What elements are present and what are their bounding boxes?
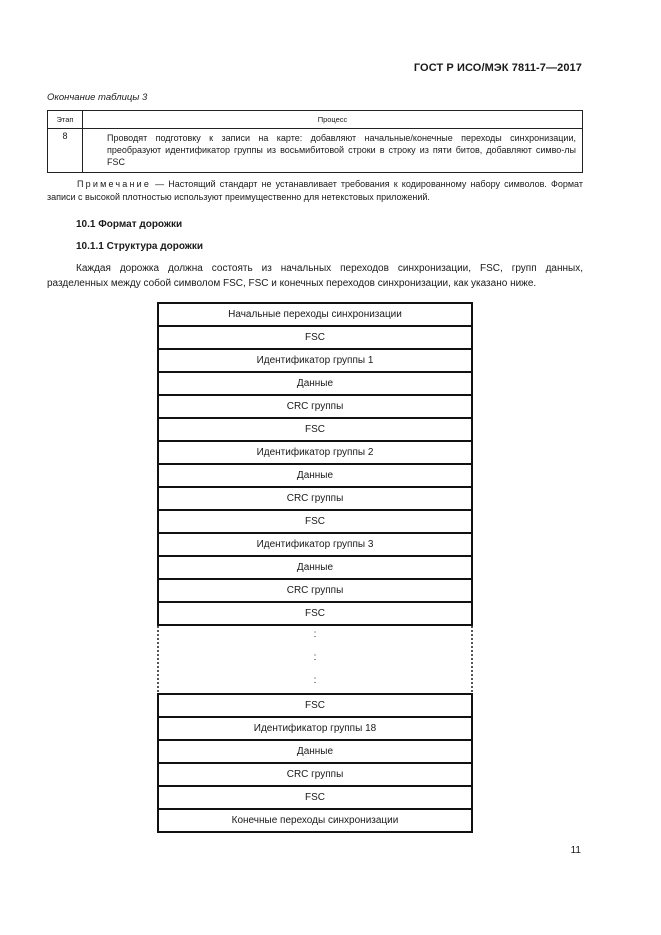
ellipsis-mark: : [313,629,317,640]
track-block: FSC [157,417,473,442]
note [47,178,583,203]
subsection-heading: 10.1.1 Структура дорожки [76,241,204,252]
section-heading: 10.1 Формат дорожки [76,219,183,230]
note-text: — Настоящий стандарт не устанавливает требования к кодированному набору символов. Формат записи с высокой плотностью используют преимущественно для нетекстовых приложений. [47,179,583,202]
column-header-process: Процесс [83,111,583,129]
track-block: Идентификатор группы 3 [157,532,473,557]
track-block: Данные [157,739,473,764]
track-block: Конечные переходы синхронизации [157,808,473,833]
ellipsis-mark: : [313,652,317,663]
track-block: FSC [157,785,473,810]
column-header-stage: Этап [48,111,83,129]
track-block: CRC группы [157,762,473,787]
page-number: 11 [570,845,581,856]
process-table [47,110,583,173]
table-header-row [48,111,583,129]
track-block: Идентификатор группы 2 [157,440,473,465]
table-row [48,129,583,173]
process-cell: Проводят подготовку к записи на карте: добавляют начальные/конечные переходы синхронизации, преобразуют идентификатор группы из восьмибитовой строки в строку из пяти битов, добавляют симво-лы FSC [83,129,583,173]
track-block: FSC [157,693,473,718]
track-block: Данные [157,371,473,396]
document-header: ГОСТ Р ИСО/МЭК 7811-7—2017 [413,62,582,74]
track-block: Идентификатор группы 18 [157,716,473,741]
body-paragraph: Каждая дорожка должна состоять из начальных переходов синхронизации, FSC, групп данных, разделенных между собой символом FSC, FSC и конечных переходов синхронизации, как указано ниже. [47,263,583,289]
track-block: Данные [157,555,473,580]
track-structure-diagram [157,302,473,832]
track-block: FSC [157,325,473,350]
table-caption: Окончание таблицы 3 [47,92,148,103]
track-block: Идентификатор группы 1 [157,348,473,373]
track-block: CRC группы [157,394,473,419]
track-block: Начальные переходы синхронизации [157,302,473,327]
track-block: FSC [157,601,473,626]
stage-cell: 8 [48,129,83,173]
track-block: CRC группы [157,486,473,511]
track-block: Данные [157,463,473,488]
track-block: CRC группы [157,578,473,603]
track-block: FSC [157,509,473,534]
note-label: Примечание [77,179,152,189]
ellipsis-mark: : [313,675,317,686]
